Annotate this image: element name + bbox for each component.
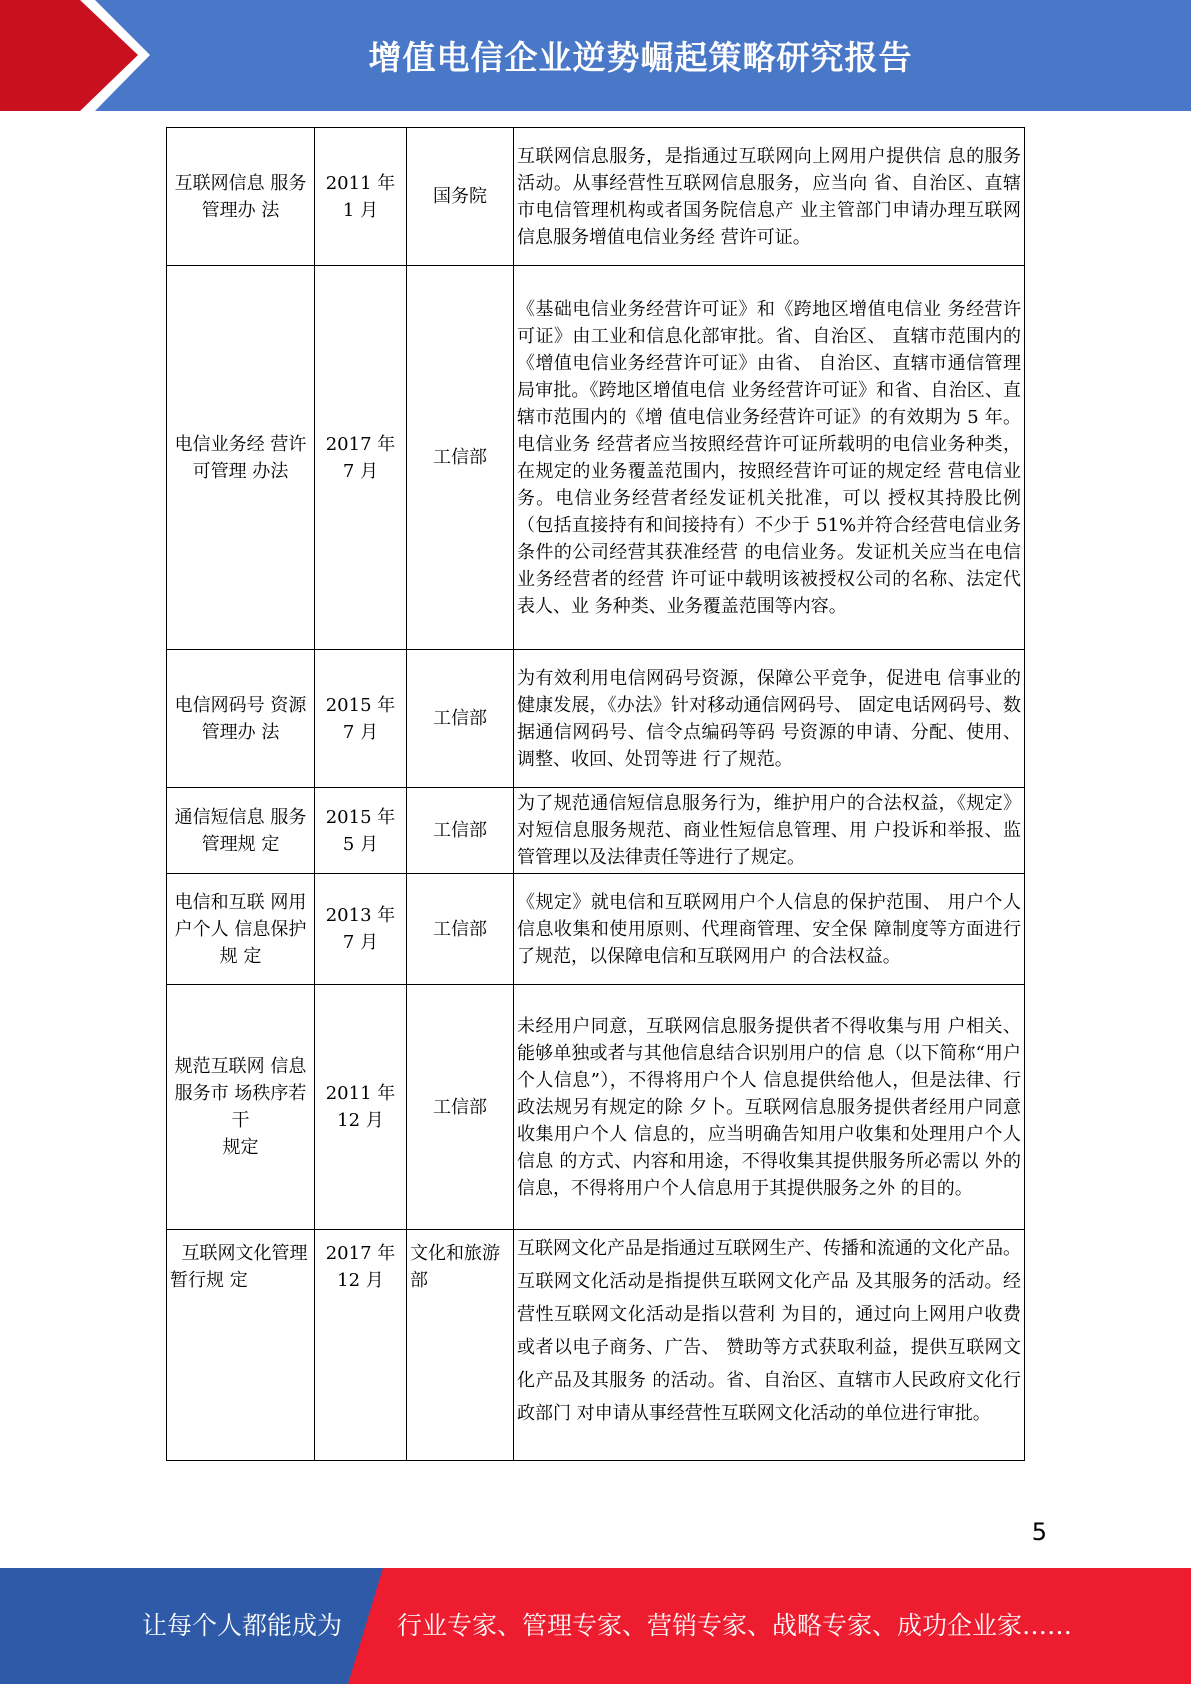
policy-date — [315, 985, 407, 1230]
policy-name: 电信业务经 营许可管理 办法 — [167, 266, 315, 650]
policy-description: 《基础电信业务经营许可证》和《跨地区增值电信业 务经营许可证》由工业和信息化部审批。省、自治区、 直辖市范围内的《增值电信业务经营许可证》由省、 自治区、直辖市通信管理局审批。《跨地区增值电信 业务经营许可证》和省、自治区、直辖市范围内的《增 值电信业务经营许可证》的有效期为 5 年。电信业务 经营者应当按照经营许可证所载明的电信业务种类， 在规定的业务覆盖范围内，按照经营许可证的规定经 营电信业务。电信业务经营者经发证机关批准，可以 授权其持股比例（包括直接持有和间接持有）不少于 51%并符合经营电信业务条件的公司经营其获准经营 的电信业务。发证机关应当在电信业务经营者的经营 许可证中载明该被授权公司的名称、法定代表人、业 务种类、业务覆盖范围等内容。 — [514, 266, 1025, 650]
policy-department: 文化和旅游部 — [407, 1230, 514, 1461]
policy-date-year: 2017 年 — [325, 1243, 396, 1264]
header-chevron-red — [0, 0, 140, 111]
policy-name: 电信和互联 网用户个人 信息保护规 定 — [167, 874, 315, 985]
report-title: 增值电信企业逆势崛起策略研究报告 — [368, 38, 913, 77]
policy-date-month: 7 月 — [342, 721, 379, 743]
policy-date-year: 2011 年 — [325, 1083, 396, 1104]
policy-date-month: 1 月 — [342, 199, 379, 221]
policy-date-month: 7 月 — [342, 460, 379, 482]
policy-description: 互联网文化产品是指通过互联网生产、传播和流通的文化产品。互联网文化活动是指提供互联网文化产品 及其服务的活动。经营性互联网文化活动是指以营利 为目的，通过向上网用户收费或者以电子商务、广告、 赞助等方式获取利益，提供互联网文化产品及其服务 的活动。省、自治区、直辖市人民政府文化行政部门 对申请从事经营性互联网文化活动的单位进行审批。 — [514, 1230, 1025, 1461]
policy-department: 工信部 — [407, 266, 514, 650]
policy-description: 未经用户同意，互联网信息服务提供者不得收集与用 户相关、能够单独或者与其他信息结合识别用户的信 息（以下简称“用户个人信息”），不得将用户个人 信息提供给他人，但是法律、行政法规另有规定的除 夕卜。互联网信息服务提供者经用户同意收集用户个人 信息的，应当明确告知用户收集和处理用户个人信息 的方式、内容和用途，不得收集其提供服务所必需以 外的信息，不得将用户个人信息用于其提供服务之外 的目的。 — [514, 985, 1025, 1230]
table-row — [167, 650, 1025, 788]
policy-name: 通信短信息 服务管理规 定 — [167, 788, 315, 874]
policy-department: 国务院 — [407, 128, 514, 266]
policy-date-month: 12 月 — [337, 1110, 384, 1131]
page-number: 5 — [1031, 1518, 1047, 1546]
policy-date-month: 5 月 — [342, 833, 379, 855]
policy-date — [315, 128, 407, 266]
policy-description: 《规定》就电信和互联网用户个人信息的保护范围、 用户个人信息收集和使用原则、代理商管理、安全保 障制度等方面进行了规范，以保障电信和互联网用户 的合法权益。 — [514, 874, 1025, 985]
policy-description: 互联网信息服务，是指通过互联网向上网用户提供信 息的服务活动。从事经营性互联网信息服务，应当向 省、自治区、直辖市电信管理机构或者国务院信息产 业主管部门申请办理互联网信息服务增值电信业务经 营许可证。 — [514, 128, 1025, 266]
policy-date-year: 2017 年 — [325, 433, 396, 455]
policy-name-extra: 规定 — [222, 1137, 259, 1158]
policy-date — [315, 1230, 407, 1461]
policy-name: 互联网信息 服务管理办 法 — [167, 128, 315, 266]
page-footer — [0, 1568, 1191, 1684]
table-row — [167, 266, 1025, 650]
table-row — [167, 788, 1025, 874]
policy-date-month: 7 月 — [342, 932, 379, 953]
footer-slogan-right: 行业专家、管理专家、营销专家、战略专家、成功企业家…… — [397, 1611, 1073, 1640]
page-header — [0, 0, 1191, 111]
policy-date-year: 2015 年 — [325, 694, 396, 716]
policy-name-main: 规范互联网 信息服务市 场秩序若干 — [174, 1056, 307, 1131]
table-row — [167, 128, 1025, 266]
policy-department: 工信部 — [407, 650, 514, 788]
policy-department: 工信部 — [407, 985, 514, 1230]
policy-description: 为了规范通信短信息服务行为，维护用户的合法权益，《规定》对短信息服务规范、商业性短信息管理、用 户投诉和举报、监管管理以及法律责任等进行了规定。 — [514, 788, 1025, 874]
footer-slogan-left: 让每个人都能成为 — [142, 1611, 343, 1640]
policy-date-year: 2013 年 — [325, 905, 396, 926]
table-row — [167, 1230, 1025, 1461]
table-row — [167, 985, 1025, 1230]
policy-name: 电信网码号 资源管理办 法 — [167, 650, 315, 788]
policy-name: 互联网文化管理暂行规 定 — [167, 1230, 315, 1461]
policy-department: 工信部 — [407, 874, 514, 985]
policy-name — [167, 985, 315, 1230]
table-row — [167, 874, 1025, 985]
policy-date — [315, 788, 407, 874]
policy-date-year: 2011 年 — [325, 172, 396, 194]
policy-date — [315, 874, 407, 985]
policy-table — [166, 127, 1025, 1461]
policy-date-month: 12 月 — [337, 1270, 384, 1291]
policy-date-year: 2015 年 — [325, 806, 396, 828]
policy-date — [315, 266, 407, 650]
policy-date — [315, 650, 407, 788]
policy-department: 工信部 — [407, 788, 514, 874]
policy-description: 为有效利用电信网码号资源，保障公平竞争，促进电 信事业的健康发展，《办法》针对移动通信网码号、 固定电话网码号、数据通信网码号、信令点编码等码 号资源的申请、分配、使用、调整、收回、处罚等进 行了规范。 — [514, 650, 1025, 788]
